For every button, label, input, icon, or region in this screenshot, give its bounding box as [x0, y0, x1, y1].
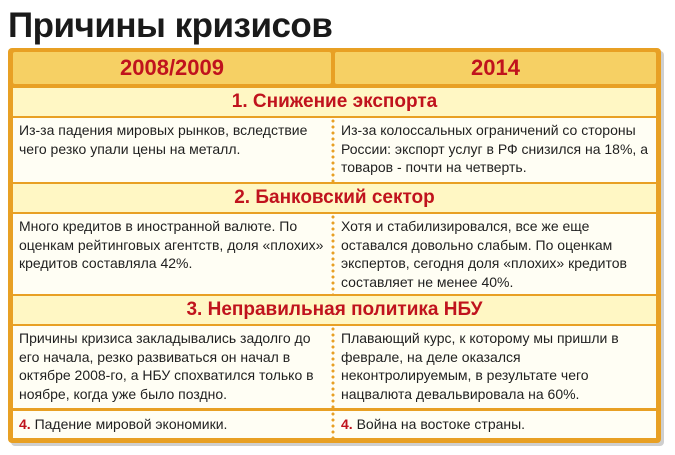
cell-banking-2014: Хотя и стабилизировался, все же еще оставался довольно слабым. По оценкам экспертов, сегодня доля «плохих» кредитов составляет не менее 40%.: [335, 214, 656, 294]
column-header-2008: 2008/2009: [13, 52, 331, 84]
page-title: Причины кризисов: [8, 6, 333, 45]
section-heading-export: 1. Снижение экспорта: [13, 88, 656, 116]
cell-fourth-2008-text: Падение мировой экономики.: [34, 416, 228, 432]
item-number: 4.: [19, 416, 31, 432]
cell-export-2014: Из-за колоссальных ограничений со стороны России: экспорт услуг в РФ снизился на 18%, а товаров - почти на четверть.: [335, 118, 656, 182]
section-heading-banking: 2. Банковский сектор: [13, 184, 656, 212]
section-heading-nbu-policy: 3. Неправильная политика НБУ: [13, 296, 656, 324]
item-number: 4.: [341, 416, 353, 432]
cell-fourth-2014: [335, 411, 656, 438]
cell-banking-2008: Много кредитов в иностранной валюте. По оценкам рейтинговых агентств, доля «плохих» кредитов составляла 42%.: [13, 214, 331, 294]
cell-fourth-2014-text: Война на востоке страны.: [356, 416, 526, 432]
cell-nbu-2014: Плавающий курс, к которому мы пришли в феврале, на деле оказался неконтролируемым, в результате чего нацвалюта девальвировала на 60%.: [335, 326, 656, 408]
cell-export-2008: Из-за падения мировых рынков, вследствие чего резко упали цены на металл.: [13, 118, 331, 182]
column-header-2014: 2014: [335, 52, 656, 84]
cell-fourth-2008: [13, 411, 331, 438]
cell-nbu-2008: Причины кризиса закладывались задолго до его начала, резко развиваться он начал в октябре 2008-го, а НБУ спохватился только в ноябре, когда уже было поздно.: [13, 326, 331, 408]
